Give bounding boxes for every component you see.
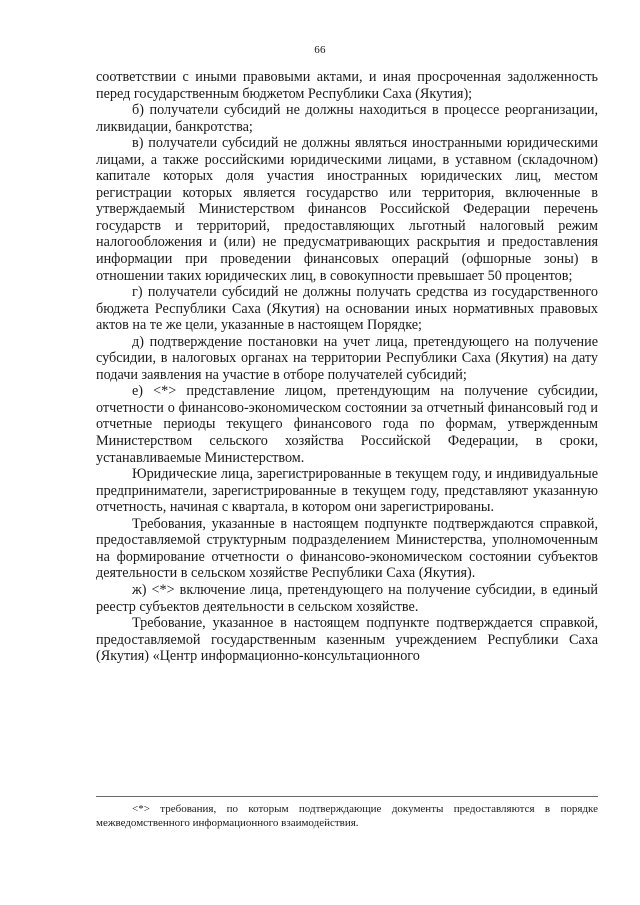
- paragraph-item-d: д) подтверждение постановки на учет лица, претендующего на получение субсидии, в налоговых органах на территории Республики Саха (Якутия) на дату подачи заявления на участие в отборе получателей субсидий;: [96, 333, 598, 383]
- paragraph-continuation: соответствии с иными правовыми актами, и иная просроченная задолженность перед государственным бюджетом Республики Саха (Якутия);: [96, 69, 598, 102]
- paragraph-item-zh: ж) <*> включение лица, претендующего на получение субсидии, в единый реестр субъектов деятельности в сельском хозяйстве.: [96, 581, 598, 615]
- paragraph-requirements-e: Требования, указанные в настоящем подпункте подтверждаются справкой, предоставляемой структурным подразделением Министерства, уполномоченным на формирование отчетности о финансово-экономическом состоянии субъектов деятельности в сельском хозяйстве Республики Саха (Якутия).: [96, 515, 598, 582]
- paragraph-registered-entities: Юридические лица, зарегистрированные в текущем году, и индивидуальные предприниматели, зарегистрированные в текущем году, представляют указанную отчетность, начиная с квартала, в котором они зарегистрированы.: [96, 466, 598, 516]
- paragraph-item-e: е) <*> представление лицом, претендующим на получение субсидии, отчетности о финансово-экономическом состоянии за отчетный финансовый год и отчетные периоды текущего финансового года по формам, утвержденным Министерством сельского хозяйства Российской Федерации, в сроки, устанавливаемые Министерством.: [96, 383, 598, 466]
- paragraph-item-v: в) получатели субсидий не должны являться иностранными юридическими лицами, а также российскими юридическими лицами, в уставном (складочном) капитале которых доля участия иностранных юридических лиц, местом регистрации которых является государство или территория, включенные в утверждаемый Министерством финансов Российской Федерации перечень государств и территорий, предоставляющих льготный налоговый режим налогообложения и (или) не предусматривающих раскрытия и предоставления информации при проведении финансовых операций (офшорные зоны) в отношении таких юридических лиц, в совокупности превышает 50 процентов;: [96, 135, 598, 284]
- paragraph-item-g: г) получатели субсидий не должны получать средства из государственного бюджета Республики Саха (Якутия) на основании иных нормативных правовых актов на те же цели, указанные в настоящем Порядке;: [96, 284, 598, 334]
- paragraph-requirement-zh: Требование, указанное в настоящем подпункте подтверждается справкой, предоставляемой государственным казенным учреждением Республики Саха (Якутия) «Центр информационно-консультационного: [96, 615, 598, 665]
- paragraph-item-b: б) получатели субсидий не должны находиться в процессе реорганизации, ликвидации, банкротства;: [96, 102, 598, 135]
- footnote-divider: [96, 796, 598, 797]
- page-number: 66: [314, 44, 326, 56]
- footnote: <*> требования, по которым подтверждающие документы предоставляются в порядке межведомственного информационного взаимодействия.: [96, 803, 598, 829]
- document-body: [96, 69, 598, 665]
